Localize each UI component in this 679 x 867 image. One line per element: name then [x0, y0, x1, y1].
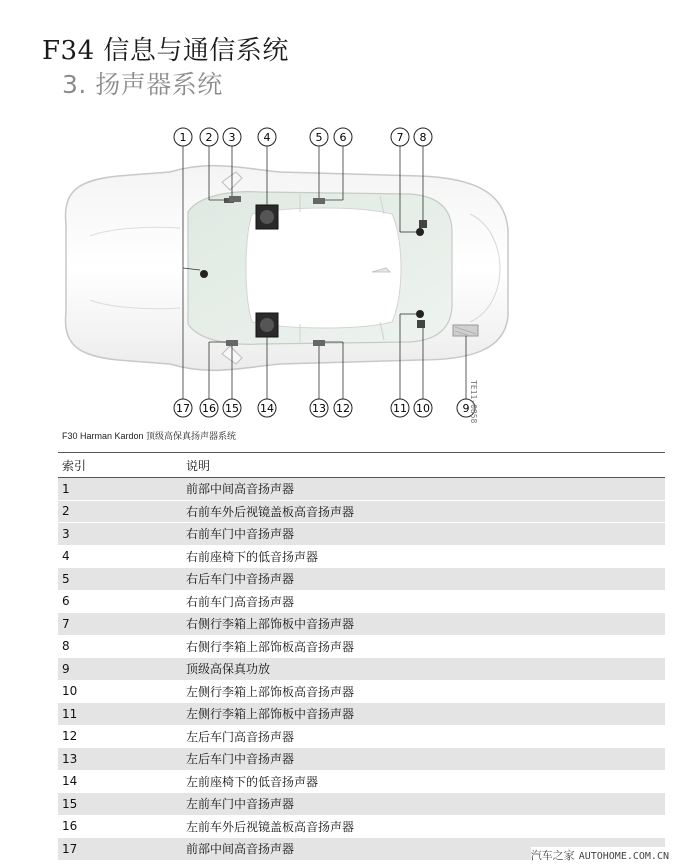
callout-6	[334, 128, 352, 146]
row-index: 5	[58, 568, 182, 591]
table-row	[58, 635, 665, 658]
row-description: 前部中间高音扬声器	[182, 838, 665, 861]
svg-text:17: 17	[176, 402, 190, 415]
speaker-front-center-tweeter	[200, 270, 208, 278]
callout-11	[391, 399, 409, 417]
row-description: 右前车门高音扬声器	[182, 590, 665, 613]
page-title: F34 信息与通信系统	[42, 36, 289, 66]
row-index: 1	[58, 478, 182, 501]
row-index: 13	[58, 748, 182, 771]
table-row	[58, 658, 665, 681]
callout-3	[223, 128, 241, 146]
row-description: 左侧行李箱上部饰板高音扬声器	[182, 680, 665, 703]
row-description: 右前车门中音扬声器	[182, 523, 665, 546]
row-index: 16	[58, 815, 182, 838]
row-index: 7	[58, 613, 182, 636]
table-row	[58, 478, 665, 501]
row-description: 左侧行李箱上部饰板中音扬声器	[182, 703, 665, 726]
figure-code: TE11-0858	[469, 380, 478, 424]
row-index: 4	[58, 545, 182, 568]
row-description: 左后车门中音扬声器	[182, 748, 665, 771]
row-index: 15	[58, 793, 182, 816]
svg-text:8: 8	[419, 131, 427, 144]
callout-17	[174, 399, 192, 417]
svg-text:3: 3	[228, 131, 236, 144]
door-midrange-front-right	[229, 196, 241, 202]
table-row	[58, 568, 665, 591]
svg-text:9: 9	[462, 402, 470, 415]
callout-14	[258, 399, 276, 417]
row-description: 右前座椅下的低音扬声器	[182, 545, 665, 568]
callout-13	[310, 399, 328, 417]
svg-text:6: 6	[339, 131, 347, 144]
callout-16	[200, 399, 218, 417]
row-index: 12	[58, 725, 182, 748]
row-description: 左前车门中音扬声器	[182, 793, 665, 816]
row-index: 17	[58, 838, 182, 861]
svg-text:4: 4	[263, 131, 271, 144]
svg-text:10: 10	[416, 402, 430, 415]
door-midrange-rear-right	[313, 198, 325, 204]
row-index: 14	[58, 770, 182, 793]
trunk-midrange-left	[416, 310, 424, 318]
row-index: 11	[58, 703, 182, 726]
table-row	[58, 500, 665, 523]
row-index: 8	[58, 635, 182, 658]
svg-text:5: 5	[315, 131, 323, 144]
svg-text:2: 2	[205, 131, 213, 144]
table-row	[58, 613, 665, 636]
row-description: 左前车外后视镜盖板高音扬声器	[182, 815, 665, 838]
callout-2	[200, 128, 218, 146]
callout-10	[414, 399, 432, 417]
callout-7	[391, 128, 409, 146]
svg-text:16: 16	[202, 402, 216, 415]
column-header-description: 说明	[182, 453, 665, 478]
callouts-bottom	[174, 399, 475, 417]
door-midrange-rear-left	[313, 340, 325, 346]
callouts-top	[174, 128, 432, 146]
row-description: 右侧行李箱上部饰板中音扬声器	[182, 613, 665, 636]
row-index: 6	[58, 590, 182, 613]
table-row	[58, 770, 665, 793]
svg-text:13: 13	[312, 402, 326, 415]
svg-text:1: 1	[179, 131, 187, 144]
row-index: 10	[58, 680, 182, 703]
row-description: 前部中间高音扬声器	[182, 478, 665, 501]
callout-1	[174, 128, 192, 146]
trunk-tweeter-right	[419, 220, 427, 228]
callout-15	[223, 399, 241, 417]
svg-text:11: 11	[393, 402, 407, 415]
row-description: 右前车外后视镜盖板高音扬声器	[182, 500, 665, 523]
callout-12	[334, 399, 352, 417]
callout-8	[414, 128, 432, 146]
row-description: 左前座椅下的低音扬声器	[182, 770, 665, 793]
row-index: 3	[58, 523, 182, 546]
row-description: 左后车门高音扬声器	[182, 725, 665, 748]
table-row	[58, 703, 665, 726]
door-midrange-front-left	[226, 340, 238, 346]
svg-text:12: 12	[336, 402, 350, 415]
svg-text:7: 7	[396, 131, 404, 144]
table-row	[58, 748, 665, 771]
row-description: 右后车门中音扬声器	[182, 568, 665, 591]
table-row	[58, 523, 665, 546]
row-index: 2	[58, 500, 182, 523]
table-row	[58, 815, 665, 838]
car-outline	[65, 166, 508, 371]
trunk-midrange-right	[416, 228, 424, 236]
table-row	[58, 545, 665, 568]
table-row	[58, 725, 665, 748]
svg-text:15: 15	[225, 402, 239, 415]
callout-4	[258, 128, 276, 146]
column-header-index: 索引	[58, 453, 182, 478]
page-subtitle: 3. 扬声器系统	[62, 70, 223, 99]
table-row	[58, 590, 665, 613]
table-row	[58, 793, 665, 816]
watermark-brand: 汽车之家	[530, 849, 575, 862]
table-header-row	[58, 453, 665, 478]
svg-text:14: 14	[260, 402, 274, 415]
legend-table	[58, 452, 665, 861]
row-description: 顶级高保真功放	[182, 658, 665, 681]
table-row	[58, 680, 665, 703]
row-description: 右侧行李箱上部饰板高音扬声器	[182, 635, 665, 658]
watermark	[531, 847, 669, 863]
trunk-tweeter-left	[417, 320, 425, 328]
figure-caption: F30 Harman Kardon 顶级高保真扬声器系统	[62, 431, 237, 441]
row-index: 9	[58, 658, 182, 681]
callout-5	[310, 128, 328, 146]
watermark-site: AUTOHOME.COM.CN	[578, 851, 669, 862]
